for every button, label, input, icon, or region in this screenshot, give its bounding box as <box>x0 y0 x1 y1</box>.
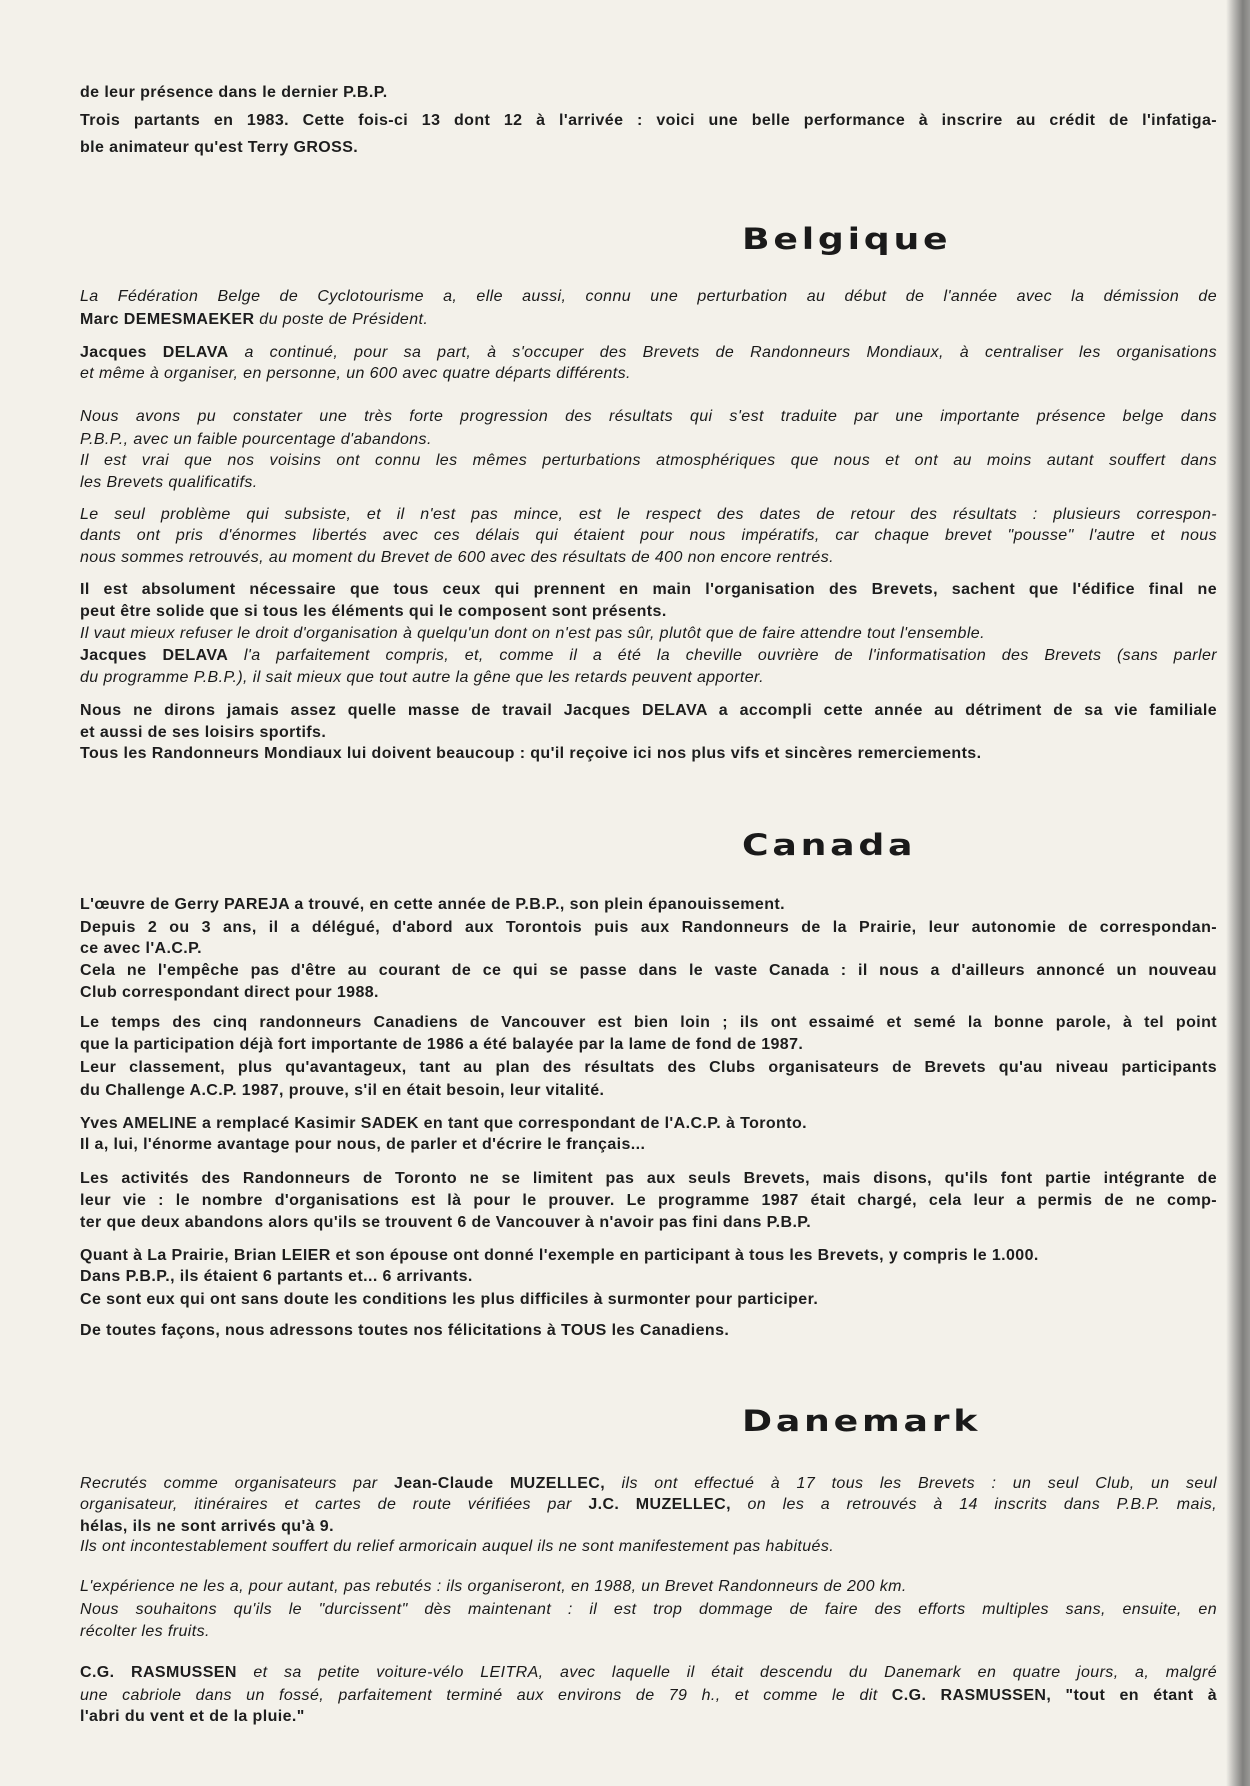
text-line: que la participation déjà fort importante de 1986 a été balayée par la lame de fond de 1987. <box>80 1036 804 1053</box>
text-line: L'œuvre de Gerry PAREJA a trouvé, en cette année de P.B.P., son plein épanouissement. <box>80 896 785 913</box>
bold-text: C.G. RASMUSSEN <box>80 1664 237 1681</box>
text-line: leur vie : le nombre d'organisations est là pour le prouver. Le programme 1987 était chargé, cela leur a permis de ne comp- <box>80 1192 1217 1209</box>
text-line: L'expérience ne les a, pour autant, pas rebutés : ils organiseront, en 1988, un Brevet Randonneurs de 200 km. <box>80 1578 907 1595</box>
text-line: Il est absolument nécessaire que tous ceux qui prennent en main l'organisation des Brevets, sachent que l'édifice final ne <box>80 581 1217 598</box>
text-line: Cela ne l'empêche pas d'être au courant de ce qui se passe dans le vaste Canada : il nous a d'ailleurs annoncé un nouveau <box>80 962 1217 979</box>
text-line: Il vaut mieux refuser le droit d'organisation à quelqu'un dont on n'est pas sûr, plutôt que de faire attendre tout l'ensemble. <box>80 625 985 642</box>
text-line: et aussi de ses loisirs sportifs. <box>80 724 327 741</box>
text-line: les Brevets qualificatifs. <box>80 474 258 491</box>
text-line <box>80 1685 1217 1707</box>
bold-text: Jean-Claude MUZELLEC, <box>393 1475 606 1492</box>
italic-text: et sa petite voiture-vélo LEITRA, avec laquelle il était descendu du Danemark en quatre jours, a, malgré <box>236 1664 1218 1681</box>
italic-text: ils ont effectué à 17 tous les Brevets : un seul Club, un seul <box>605 1475 1217 1492</box>
page-binding-edge <box>1226 0 1250 1786</box>
text-line <box>80 342 1217 364</box>
text-line <box>80 1662 1217 1684</box>
italic-text: organisateur, itinéraires et cartes de route vérifiées par <box>80 1496 589 1513</box>
text-line: Dans P.B.P., ils étaient 6 partants et... 6 arrivants. <box>80 1268 473 1285</box>
section-heading: Belgique <box>742 222 952 256</box>
text-line: ble animateur qu'est Terry GROSS. <box>80 139 359 156</box>
text-line: Le seul problème qui subsiste, et il n'est pas mince, est le respect des dates de retour des résultats : plusieurs correspon- <box>80 506 1217 523</box>
section-heading: Danemark <box>742 1404 982 1438</box>
section-heading: Canada <box>742 828 917 862</box>
text-line: Nous ne dirons jamais assez quelle masse de travail Jacques DELAVA a accompli cette année au détriment de sa vie familiale <box>80 702 1217 719</box>
italic-text: Recrutés comme organisateurs par <box>80 1475 394 1492</box>
text-line: Nous souhaitons qu'ils le "durcissent" dès maintenant : il est trop dommage de faire des efforts multiples sans, ensuite, en <box>80 1601 1217 1618</box>
text-line: récolter les fruits. <box>80 1623 210 1640</box>
text-line <box>80 1494 1217 1516</box>
text-line: Il est vrai que nos voisins ont connu les mêmes perturbations atmosphériques que nous et ont au moins autant souffert dans <box>80 452 1217 469</box>
text-line: Les activités des Randonneurs de Toronto ne se limitent pas aux seuls Brevets, mais disons, qu'ils font partie intégrante de <box>80 1170 1217 1187</box>
bold-text: Jacques DELAVA <box>80 647 229 664</box>
text-line: Tous les Randonneurs Mondiaux lui doivent beaucoup : qu'il reçoive ici nos plus vifs et sincères remerciements. <box>80 745 982 762</box>
text-line <box>80 309 1217 331</box>
text-line: ce avec l'A.C.P. <box>80 940 202 957</box>
text-line: Ce sont eux qui ont sans doute les conditions les plus difficiles à surmonter pour participer. <box>80 1291 819 1308</box>
text-line: Leur classement, plus qu'avantageux, tant au plan des résultats des Clubs organisateurs de Brevets qu'au niveau participants <box>80 1059 1217 1076</box>
text-line: Quant à La Prairie, Brian LEIER et son épouse ont donné l'exemple en participant à tous les Brevets, y compris le 1.000. <box>80 1247 1039 1264</box>
italic-text: a continué, pour sa part, à s'occuper des Brevets de Randonneurs Mondiaux, à centraliser les organisations <box>228 344 1217 361</box>
text-line <box>80 1473 1217 1495</box>
text-line: De toutes façons, nous adressons toutes nos félicitations à TOUS les Canadiens. <box>80 1322 730 1339</box>
text-line: ter que deux abandons alors qu'ils se trouvent 6 de Vancouver à n'avoir pas fini dans P.B.P. <box>80 1214 812 1231</box>
text-line: l'abri du vent et de la pluie." <box>80 1708 305 1725</box>
text-line: Club correspondant direct pour 1988. <box>80 984 379 1001</box>
text-line: Nous avons pu constater une très forte progression des résultats qui s'est traduite par une importante présence belge dans <box>80 408 1217 425</box>
text-line: du Challenge A.C.P. 1987, prouve, s'il en était besoin, leur vitalité. <box>80 1082 605 1099</box>
text-line: peut être solide que si tous les éléments qui le composent sont présents. <box>80 603 667 620</box>
text-line: dants ont pris d'énormes libertés avec ces délais qui étaient pour nous impératifs, car chaque brevet "pousse" l'autre et nous <box>80 527 1217 544</box>
italic-text: du poste de Président. <box>254 311 429 328</box>
text-line: La Fédération Belge de Cyclotourisme a, elle aussi, connu une perturbation au début de l'année avec la démission de <box>80 288 1217 305</box>
text-line: hélas, ils ne sont arrivés qu'à 9. <box>80 1518 334 1535</box>
text-line: Le temps des cinq randonneurs Canadiens de Vancouver est bien loin ; ils ont essaimé et semé la bonne parole, à tel point <box>80 1014 1217 1031</box>
text-line <box>80 645 1217 667</box>
bold-text: Marc DEMESMAEKER <box>80 311 255 328</box>
text-line: Ils ont incontestablement souffert du relief armoricain auquel ils ne sont manifestement pas habitués. <box>80 1538 835 1555</box>
text-line: nous sommes retrouvés, au moment du Brevet de 600 avec des résultats de 400 non encore rentrés. <box>80 549 834 566</box>
italic-text: on les a retrouvés à 14 inscrits dans P.B.P. mais, <box>730 1496 1218 1513</box>
bold-text: Jacques DELAVA <box>80 344 229 361</box>
bold-text: J.C. MUZELLEC, <box>588 1496 731 1513</box>
text-line: et même à organiser, en personne, un 600 avec quatre départs différents. <box>80 365 631 382</box>
italic-text: l'a parfaitement compris, et, comme il a été la cheville ouvrière de l'informatisation des Brevets (sans parler <box>228 647 1217 664</box>
bold-text: C.G. RASMUSSEN, "tout en étant à <box>891 1687 1217 1704</box>
text-line: Depuis 2 ou 3 ans, il a délégué, d'abord aux Torontois puis aux Randonneurs de la Prairie, leur autonomie de correspondan- <box>80 919 1217 936</box>
text-line: du programme P.B.P.), il sait mieux que tout autre la gêne que les retards peuvent apporter. <box>80 669 764 686</box>
italic-text: une cabriole dans un fossé, parfaitement terminé aux environs de 79 h., et comme le dit <box>80 1687 892 1704</box>
text-line: P.B.P., avec un faible pourcentage d'abandons. <box>80 431 432 448</box>
text-line: de leur présence dans le dernier P.B.P. <box>80 84 388 101</box>
text-line: Trois partants en 1983. Cette fois-ci 13 dont 12 à l'arrivée : voici une belle performance à inscrire au crédit de l'infatiga- <box>80 112 1217 129</box>
text-line: Il a, lui, l'énorme avantage pour nous, de parler et d'écrire le français... <box>80 1136 646 1153</box>
text-line: Yves AMELINE a remplacé Kasimir SADEK en tant que correspondant de l'A.C.P. à Toronto. <box>80 1115 807 1132</box>
